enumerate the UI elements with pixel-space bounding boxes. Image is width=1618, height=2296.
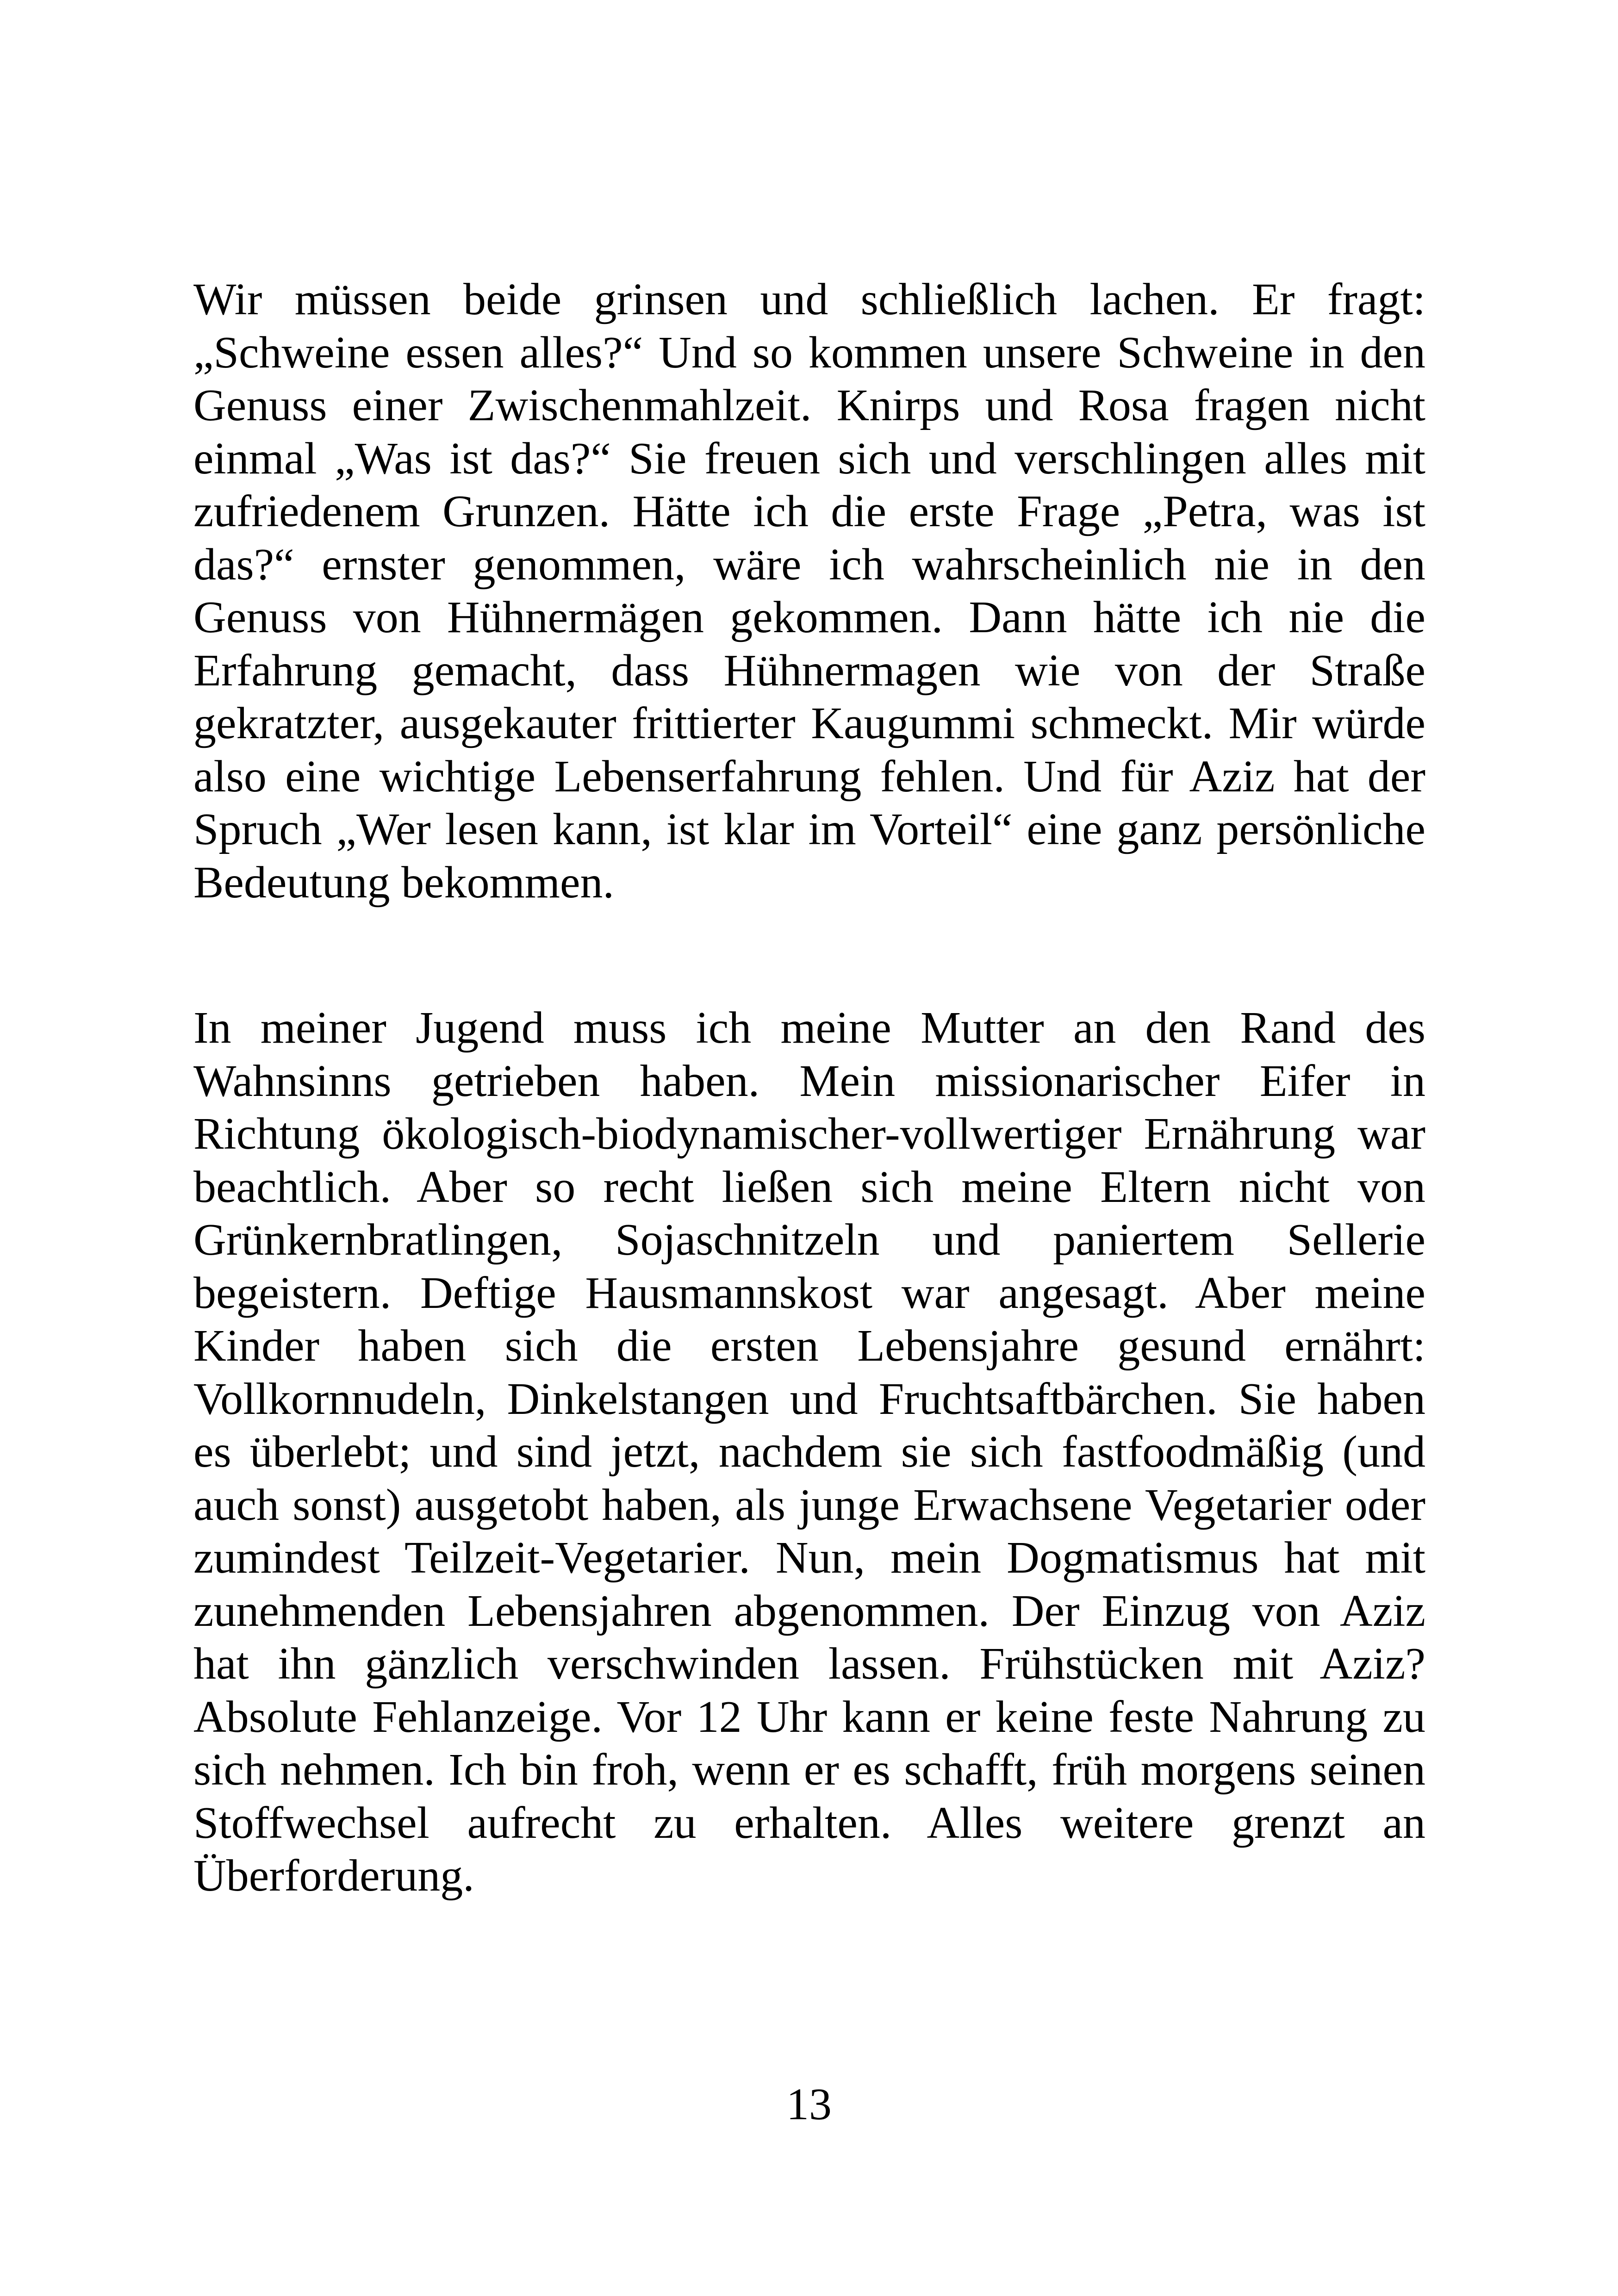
page-number: 13 (786, 2079, 832, 2129)
paragraph-1: Wir müssen beide grinsen und schließlich lachen. Er fragt: „Schweine essen alles?“ Und so kommen unsere Schweine in den Genuss einer Zwischenmahlzeit. Knirps und Rosa fragen nicht einmal „Was ist das?“ Sie freuen sich und verschlingen alles mit zufriedenem Grunzen. Hätte ich die erste Frage „Petra, was ist das?“ ernster genommen, wäre ich wahrscheinlich nie in den Genuss von Hühnermägen gekommen. Dann hätte ich nie die Erfahrung gemacht, dass Hühnermagen wie von der Straße gekratzter, ausgekauter frittierter Kaugummi schmeckt. Mir würde also eine wichtige Lebenserfahrung fehlen. Und für Aziz hat der Spruch „Wer lesen kann, ist klar im Vorteil“ eine ganz persönliche Bedeutung bekommen. (193, 274, 1425, 908)
body-text (193, 273, 1425, 1903)
paragraph-2: In meiner Jugend muss ich meine Mutter an den Rand des Wahnsinns getrieben haben. Mein missionarischer Eifer in Richtung ökologisch-biodynamischer-vollwertiger Ernährung war beachtlich. Aber so recht ließen sich meine Eltern nicht von Grünkernbratlingen, Sojaschnitzeln und paniertem Sellerie begeistern. Deftige Hausmannskost war angesagt. Aber meine Kinder haben sich die ersten Lebensjahre gesund ernährt: Vollkornnudeln, Dinkelstangen und Fruchtsaftbärchen. Sie haben es überlebt; und sind jetzt, nachdem sie sich fastfoodmäßig (und auch sonst) ausgetobt haben, als junge Erwachsene Vegetarier oder zumindest Teilzeit-Vegetarier. Nun, mein Dogmatismus hat mit zunehmenden Lebensjahren abgenommen. Der Einzug von Aziz hat ihn gänzlich verschwinden lassen. Frühstücken mit Aziz? Absolute Fehlanzeige. Vor 12 Uhr kann er keine feste Nahrung zu sich nehmen. Ich bin froh, wenn er es schafft, früh morgens seinen Stoffwechsel aufrecht zu erhalten. Alles weitere grenzt an Überforderung. (193, 1003, 1425, 1901)
